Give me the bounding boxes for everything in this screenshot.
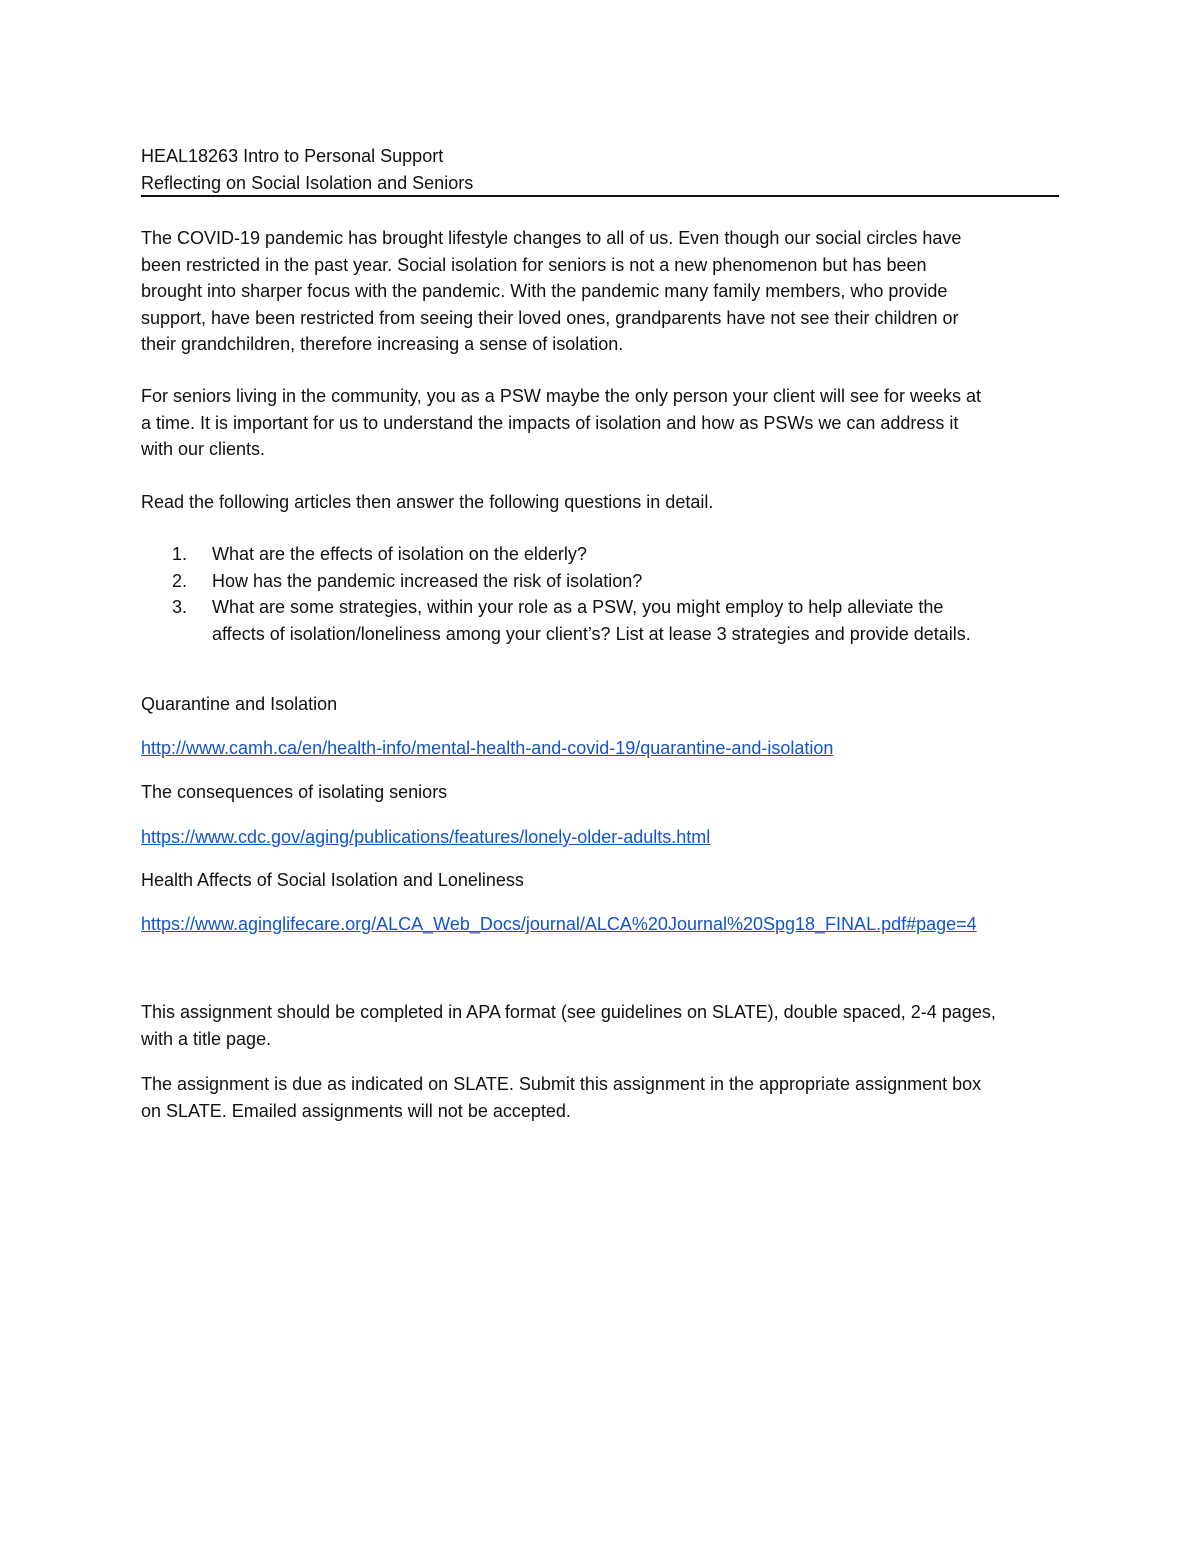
intro-paragraph xyxy=(141,225,1059,358)
format-line: with a title page. xyxy=(141,1028,272,1049)
intro-line: been restricted in the past year. Social isolation for seniors is not a new phenomenon but has been xyxy=(141,254,927,275)
article-link[interactable]: https://www.aginglifecare.org/ALCA_Web_Docs/journal/ALCA%20Journal%20Spg18_FINAL.pdf#page=4 xyxy=(141,914,977,934)
article-link[interactable]: http://www.camh.ca/en/health-info/mental-health-and-covid-19/quarantine-and-isolation xyxy=(141,738,834,758)
article-title: The consequences of isolating seniors xyxy=(141,782,448,802)
article-title: Quarantine and Isolation xyxy=(141,694,338,714)
question-item xyxy=(141,568,1059,595)
format-line: This assignment should be completed in APA format (see guidelines on SLATE), double spaced, 2-4 pages, xyxy=(141,1002,996,1022)
article-title: Health Affects of Social Isolation and Loneliness xyxy=(141,870,524,890)
due-line: on SLATE. Emailed assignments will not be accepted. xyxy=(141,1100,571,1121)
instructions-paragraph xyxy=(141,489,1059,516)
question-text: What are some strategies, within your role as a PSW, you might employ to help alleviate the xyxy=(212,597,944,617)
community-line: For seniors living in the community, you as a PSW maybe the only person your client will see for weeks at xyxy=(141,386,982,406)
intro-line: brought into sharper focus with the pandemic. With the pandemic many family members, who provide xyxy=(141,281,948,301)
title-underline-rule xyxy=(141,195,1059,197)
intro-line: support, have been restricted from seeing their loved ones, grandparents have not see their children or xyxy=(141,307,959,328)
question-text: affects of isolation/loneliness among your client’s? List at lease 3 strategies and provide details. xyxy=(212,623,971,644)
question-number: 3. xyxy=(172,597,188,617)
article-link[interactable]: https://www.cdc.gov/aging/publications/features/lonely-older-adults.html xyxy=(141,827,711,847)
community-line: a time. It is important for us to understand the impacts of isolation and how as PSWs we can address it xyxy=(141,412,959,433)
question-text: What are the effects of isolation on the elderly? xyxy=(212,544,587,564)
question-number: 1. xyxy=(172,544,188,564)
due-line: The assignment is due as indicated on SLATE. Submit this assignment in the appropriate assignment box xyxy=(141,1074,982,1094)
intro-line: their grandchildren, therefore increasing a sense of isolation. xyxy=(141,334,624,354)
intro-line: The COVID-19 pandemic has brought lifestyle changes to all of us. Even though our social circles have xyxy=(141,228,962,248)
community-line: with our clients. xyxy=(141,439,266,459)
question-item xyxy=(141,594,1059,647)
question-item xyxy=(141,541,1059,568)
community-paragraph xyxy=(141,383,1059,463)
assignment-title: Reflecting on Social Isolation and Seniors xyxy=(141,173,474,193)
instructions-line: Read the following articles then answer the following questions in detail. xyxy=(141,492,714,512)
course-code-title: HEAL18263 Intro to Personal Support xyxy=(141,146,444,166)
due-paragraph xyxy=(141,1071,1059,1124)
question-number: 2. xyxy=(172,570,188,591)
question-text: How has the pandemic increased the risk of isolation? xyxy=(212,570,643,591)
questions-list xyxy=(141,541,1059,647)
format-paragraph xyxy=(141,999,1059,1052)
